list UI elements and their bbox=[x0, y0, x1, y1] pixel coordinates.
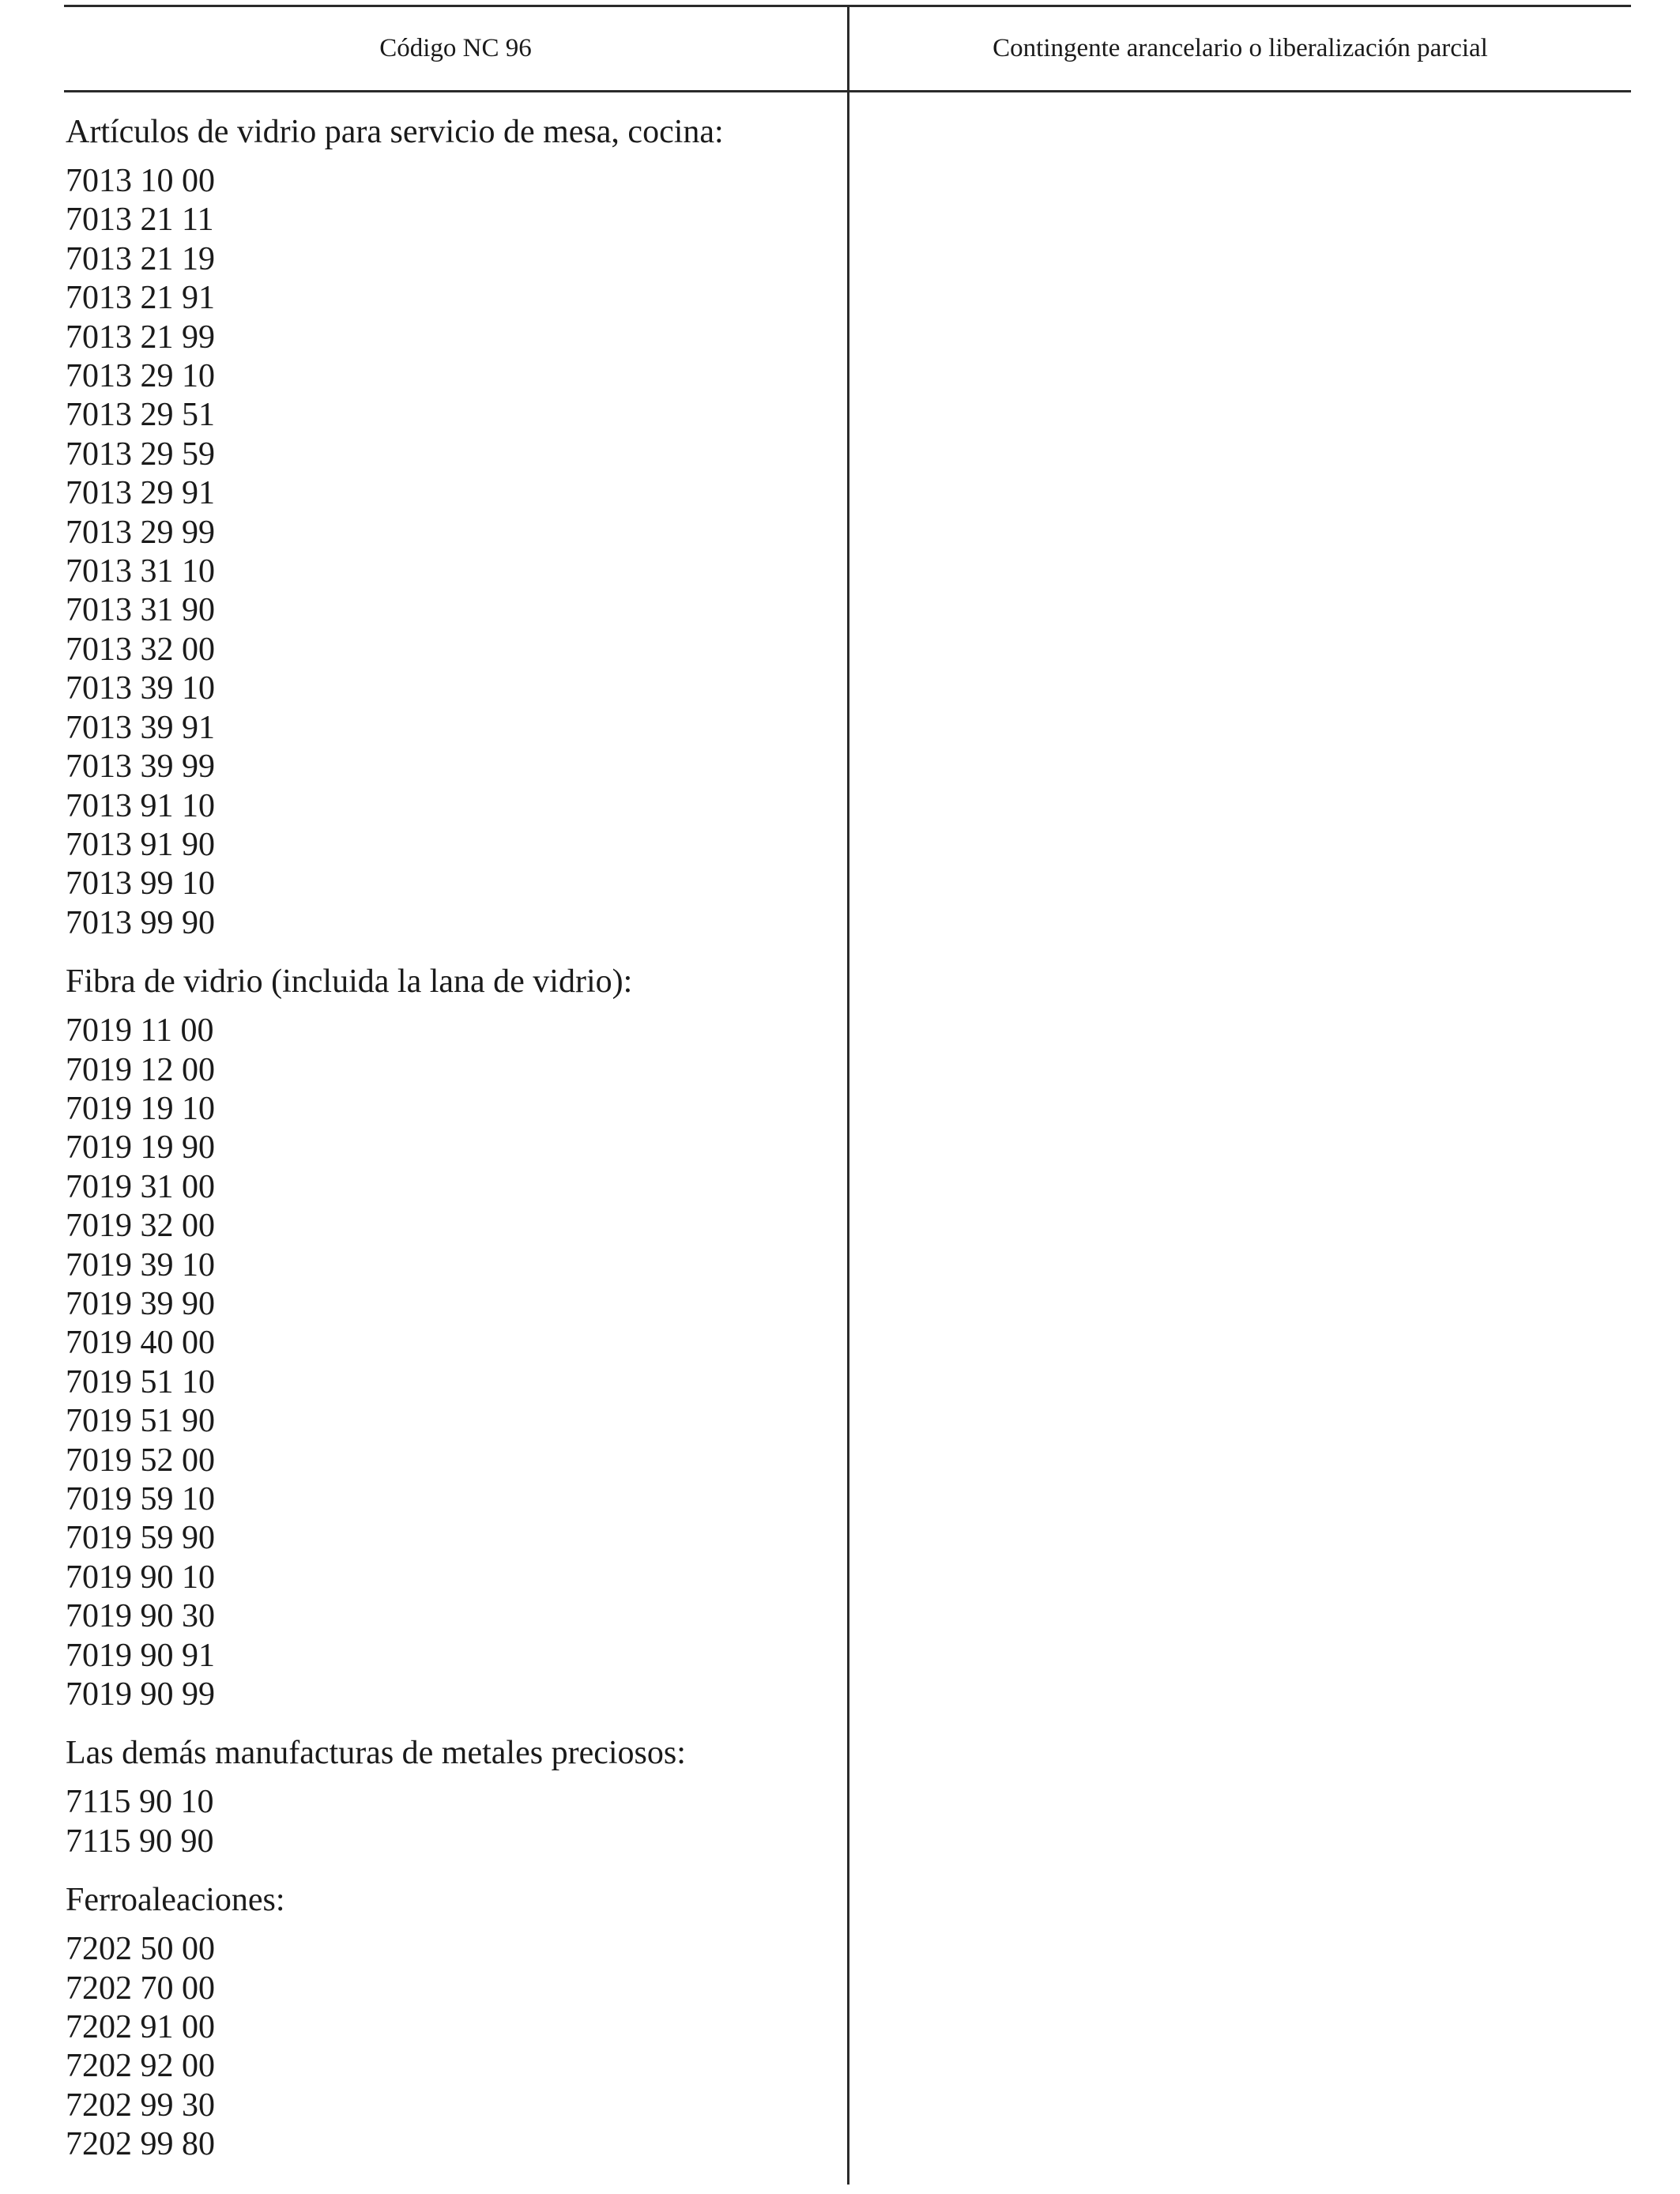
code-item: 7202 91 00 bbox=[66, 2009, 215, 2046]
code-item: 7115 90 90 bbox=[66, 1823, 214, 1860]
group-precious-metals bbox=[66, 1733, 840, 1861]
group-glass-fibre bbox=[66, 962, 840, 1714]
code-item: 7013 21 99 bbox=[66, 319, 215, 356]
code-item: 7202 99 30 bbox=[66, 2087, 215, 2124]
code-item: 7013 29 91 bbox=[66, 475, 215, 512]
code-item: 7019 31 00 bbox=[66, 1168, 215, 1205]
code-item: 7019 11 00 bbox=[66, 1012, 214, 1050]
code-item: 7202 99 80 bbox=[66, 2126, 215, 2163]
code-item: 7019 19 90 bbox=[66, 1129, 215, 1167]
code-item: 7013 99 10 bbox=[66, 865, 215, 903]
code-item: 7013 31 90 bbox=[66, 592, 215, 629]
group-ferroalloys bbox=[66, 1880, 840, 2164]
code-item: 7019 90 10 bbox=[66, 1559, 215, 1596]
code-item: 7013 29 10 bbox=[66, 358, 215, 395]
code-item: 7013 39 10 bbox=[66, 670, 215, 707]
column-header-code: Código NC 96 bbox=[379, 34, 532, 62]
code-item: 7013 99 90 bbox=[66, 904, 215, 941]
code-item: 7019 90 91 bbox=[66, 1637, 215, 1674]
code-item: 7013 21 11 bbox=[66, 202, 214, 239]
column-header-quota: Contingente arancelario o liberalización parcial bbox=[993, 34, 1488, 62]
group-title: Artículos de vidrio para servicio de mesa, cocina: bbox=[66, 114, 724, 150]
code-item: 7019 32 00 bbox=[66, 1208, 215, 1245]
code-item: 7019 90 30 bbox=[66, 1598, 215, 1635]
code-item: 7013 29 59 bbox=[66, 435, 215, 473]
code-item: 7202 70 00 bbox=[66, 1970, 215, 2007]
code-item: 7013 31 10 bbox=[66, 553, 215, 590]
code-item: 7115 90 10 bbox=[66, 1784, 214, 1821]
group-title: Ferroaleaciones: bbox=[66, 1882, 285, 1919]
code-item: 7019 52 00 bbox=[66, 1442, 215, 1479]
code-item: 7013 39 91 bbox=[66, 709, 215, 746]
code-item: 7013 39 99 bbox=[66, 748, 215, 786]
code-item: 7019 19 10 bbox=[66, 1090, 215, 1127]
code-item: 7202 50 00 bbox=[66, 1931, 215, 1968]
code-item: 7019 39 10 bbox=[66, 1246, 215, 1284]
code-item: 7019 51 90 bbox=[66, 1403, 215, 1440]
code-item: 7202 92 00 bbox=[66, 2048, 215, 2085]
group-title: Las demás manufacturas de metales preciosos: bbox=[66, 1735, 686, 1772]
code-item: 7013 10 00 bbox=[66, 163, 215, 199]
code-list bbox=[66, 1012, 840, 1714]
group-glassware bbox=[66, 112, 840, 943]
table-column-divider bbox=[847, 5, 849, 2185]
code-item: 7019 59 90 bbox=[66, 1520, 215, 1557]
code-item: 7013 29 51 bbox=[66, 397, 215, 434]
code-item: 7019 51 10 bbox=[66, 1363, 215, 1400]
code-item: 7019 59 10 bbox=[66, 1481, 215, 1517]
group-title: Fibra de vidrio (incluida la lana de vidrio): bbox=[66, 963, 633, 1001]
code-list bbox=[66, 1783, 840, 1861]
code-list bbox=[66, 162, 840, 943]
code-item: 7013 21 91 bbox=[66, 280, 215, 317]
code-item: 7019 40 00 bbox=[66, 1325, 215, 1362]
code-item: 7013 29 99 bbox=[66, 514, 215, 551]
code-list bbox=[66, 1930, 840, 2164]
code-item: 7019 12 00 bbox=[66, 1051, 215, 1088]
code-column bbox=[66, 112, 840, 2165]
code-item: 7013 91 90 bbox=[66, 826, 215, 863]
code-item: 7019 90 99 bbox=[66, 1676, 215, 1713]
code-item: 7019 39 90 bbox=[66, 1285, 215, 1322]
code-item: 7013 32 00 bbox=[66, 631, 215, 668]
code-item: 7013 91 10 bbox=[66, 787, 215, 824]
code-item: 7013 21 19 bbox=[66, 240, 215, 277]
